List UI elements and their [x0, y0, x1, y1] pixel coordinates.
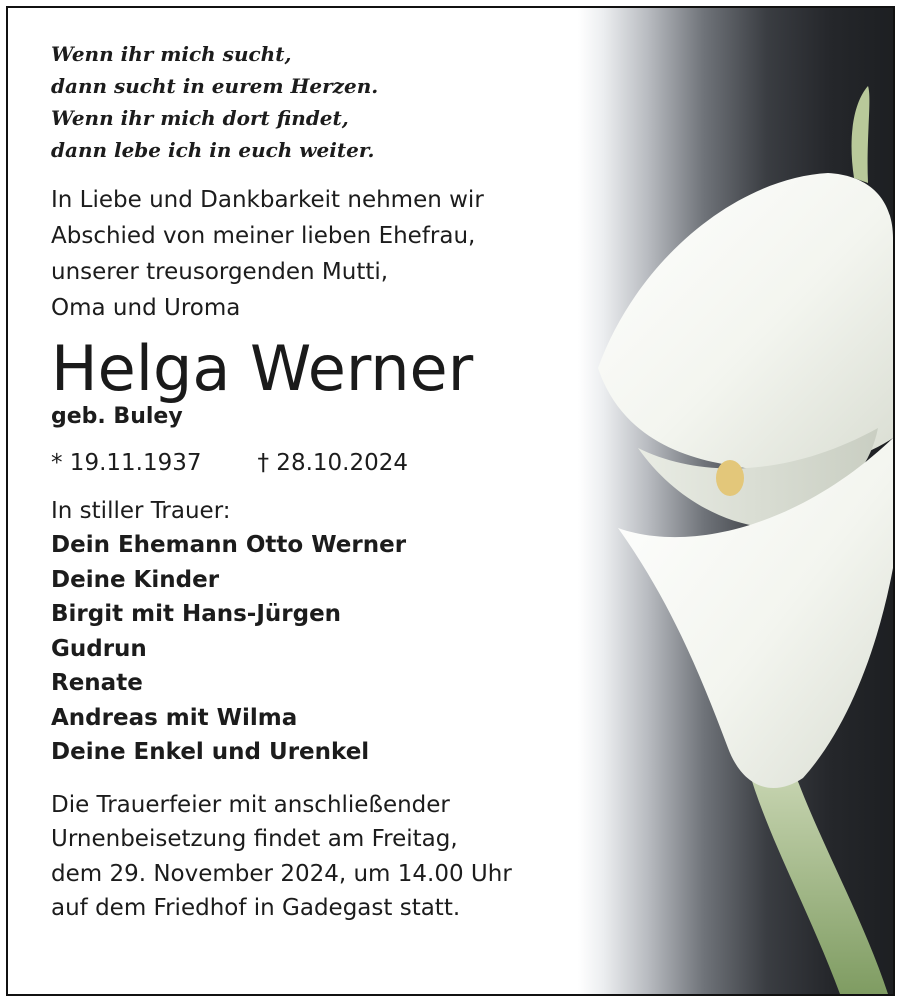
intro-text [51, 182, 591, 326]
deceased-name: Helga Werner [51, 332, 474, 405]
service-info [51, 788, 591, 926]
mourner: Deine Kinder [51, 566, 220, 593]
poem-line: Wenn ihr mich sucht, [51, 42, 292, 66]
service-line: auf dem Friedhof in Gadegast statt. [51, 895, 461, 921]
mourning-label: In stiller Trauer: [51, 498, 231, 524]
service-line: dem 29. November 2024, um 14.00 Uhr [51, 860, 512, 887]
mourners-list [51, 528, 591, 770]
mourner: Deine Enkel und Urenkel [51, 739, 370, 765]
poem-line: dann lebe ich in euch weiter. [51, 138, 375, 162]
intro-line: In Liebe und Dankbarkeit nehmen wir [51, 187, 484, 213]
mourner: Birgit mit Hans-Jürgen [51, 601, 342, 627]
life-dates [51, 446, 591, 480]
intro-line: unserer treusorgenden Mutti, [51, 259, 389, 285]
calla-lily-illustration [578, 8, 893, 994]
mourner: Renate [51, 670, 143, 696]
poem [51, 38, 591, 166]
birth-date: * 19.11.1937 [51, 450, 202, 476]
service-line: Urnenbeisetzung findet am Freitag, [51, 826, 458, 852]
mourner: Gudrun [51, 635, 147, 662]
obituary-frame [6, 6, 895, 996]
intro-line: Abschied von meiner lieben Ehefrau, [51, 223, 476, 249]
mourner: Dein Ehemann Otto Werner [51, 532, 407, 558]
calla-lily-image [578, 8, 893, 994]
service-line: Die Trauerfeier mit anschließender [51, 791, 450, 818]
poem-line: dann sucht in eurem Herzen. [51, 74, 379, 98]
obituary-text [51, 38, 591, 926]
death-date: † 28.10.2024 [257, 450, 408, 476]
maiden-name: geb. Buley [51, 404, 183, 429]
poem-line: Wenn ihr mich dort findet, [51, 106, 349, 130]
mourner: Andreas mit Wilma [51, 704, 298, 731]
intro-line: Oma und Uroma [51, 295, 241, 321]
